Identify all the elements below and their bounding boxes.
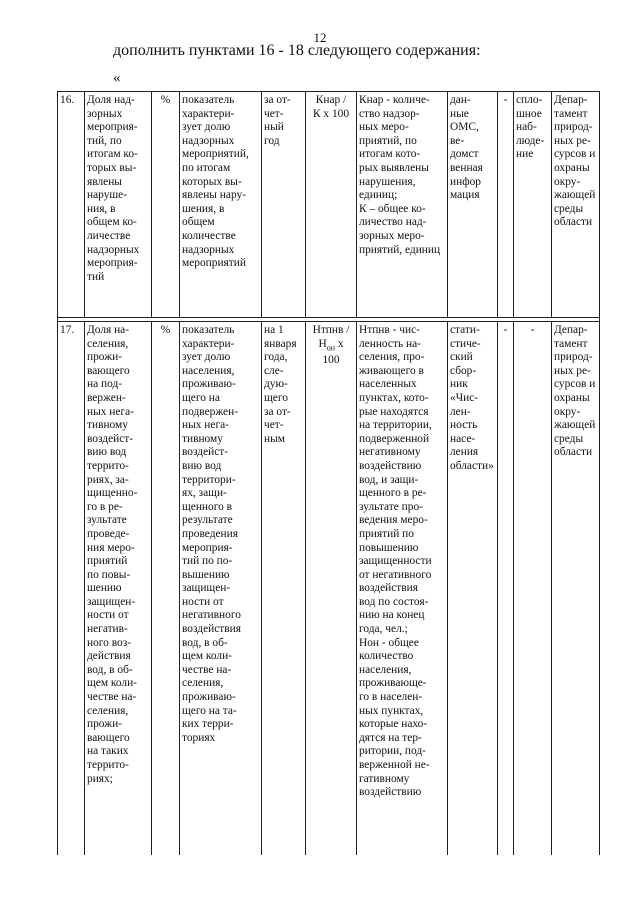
responsible-body: Депар- тамент природ- ных ре- сурсов и охраны окру- жающей среды области xyxy=(552,322,600,856)
row-number: 17. xyxy=(58,322,85,856)
collection-method: - xyxy=(514,322,552,856)
indicator-name: Доля над- зорных мероприя- тий, по итогам ко- торых вы- явлены наруше- ния, в общем ко- личестве надзорных мероприя- тий xyxy=(85,92,152,318)
unit: % xyxy=(152,92,180,318)
data-source: стати- стиче- ский сбор- ник «Чис- лен- ность насе- ления области» xyxy=(448,322,498,856)
formula: Нтпнв / $Н_{он}$ х 100 xyxy=(306,322,357,856)
opening-quote: « xyxy=(113,70,121,86)
unit: % xyxy=(152,322,180,856)
table-row xyxy=(58,92,600,318)
collection-method: спло- шное наб- люде- ние xyxy=(514,92,552,318)
indicator-definition: показатель характери- зует долю населения, проживаю- щего на подвержен- ных нега- тивному воздейст- вию вод территори- ях, защи- щенного в результате проведения мероприя- тий по по- вышению защищен- ности от негативного воздействия вод, в об- щем коли- честве на- селения, проживаю- щего на та- ких терри- ториях xyxy=(180,322,262,856)
indicator-name: Доля на- селения, прожи- вающего на под- вержен- ных нега- тивному воздейст- вию вод террито- риях, за- щищенно- го в ре- зультате проведе- ния меро- приятий по повы- шению защищен- ности от негатив- ного воз- действия вод, в об- щем коли- честве на- селения, прожи- вающего на таких террито- риях; xyxy=(85,322,152,856)
formula: Кнар / К х 100 xyxy=(306,92,357,318)
dash-cell: - xyxy=(498,322,514,856)
time-period: за от- чет- ный год xyxy=(262,92,306,318)
page-number: 12 xyxy=(313,30,327,45)
table-row xyxy=(58,322,600,856)
row-number: 16. xyxy=(58,92,85,318)
formula-indicators: Кнар - количе- ство надзор- ных меро- приятий, по итогам кото- рых выявлены нарушения, единиц; К – общее ко- личество над- зорных меро- приятий, единиц xyxy=(357,92,448,318)
intro-text: дополнить пунктами 16 - 18 следующего содержания: xyxy=(113,42,481,59)
indicators-table xyxy=(57,91,600,855)
data-source: дан- ные ОМС, ве- домст венная инфор мация xyxy=(448,92,498,318)
dash-cell: - xyxy=(498,92,514,318)
indicator-definition: показатель характери- зует долю надзорных мероприятий, по итогам которых вы- явлены нару- шения, в общем количестве надзорных мероприятий xyxy=(180,92,262,318)
responsible-body: Депар- тамент природ- ных ре- сурсов и охраны окру- жающей среды области xyxy=(552,92,600,318)
time-period: на 1 января года, сле- дую- щего за от- чет- ным xyxy=(262,322,306,856)
formula-indicators: Нтпнв - чис- ленность на- селения, про- живающего в населенных пунктах, кото- рые находятся на территории, подверженной негативному воздействию вод, и защи- щенного в ре- зультате про- ведения меро- приятий по повышению защищенности от негативного воздействия вод по состоя- нию на конец года, чел.; Нон - общее количество населения, проживающе- го в населен- ных пунктах, которые нахо- дятся на тер- ритории, под- верженной не- гативному воздействию xyxy=(357,322,448,856)
